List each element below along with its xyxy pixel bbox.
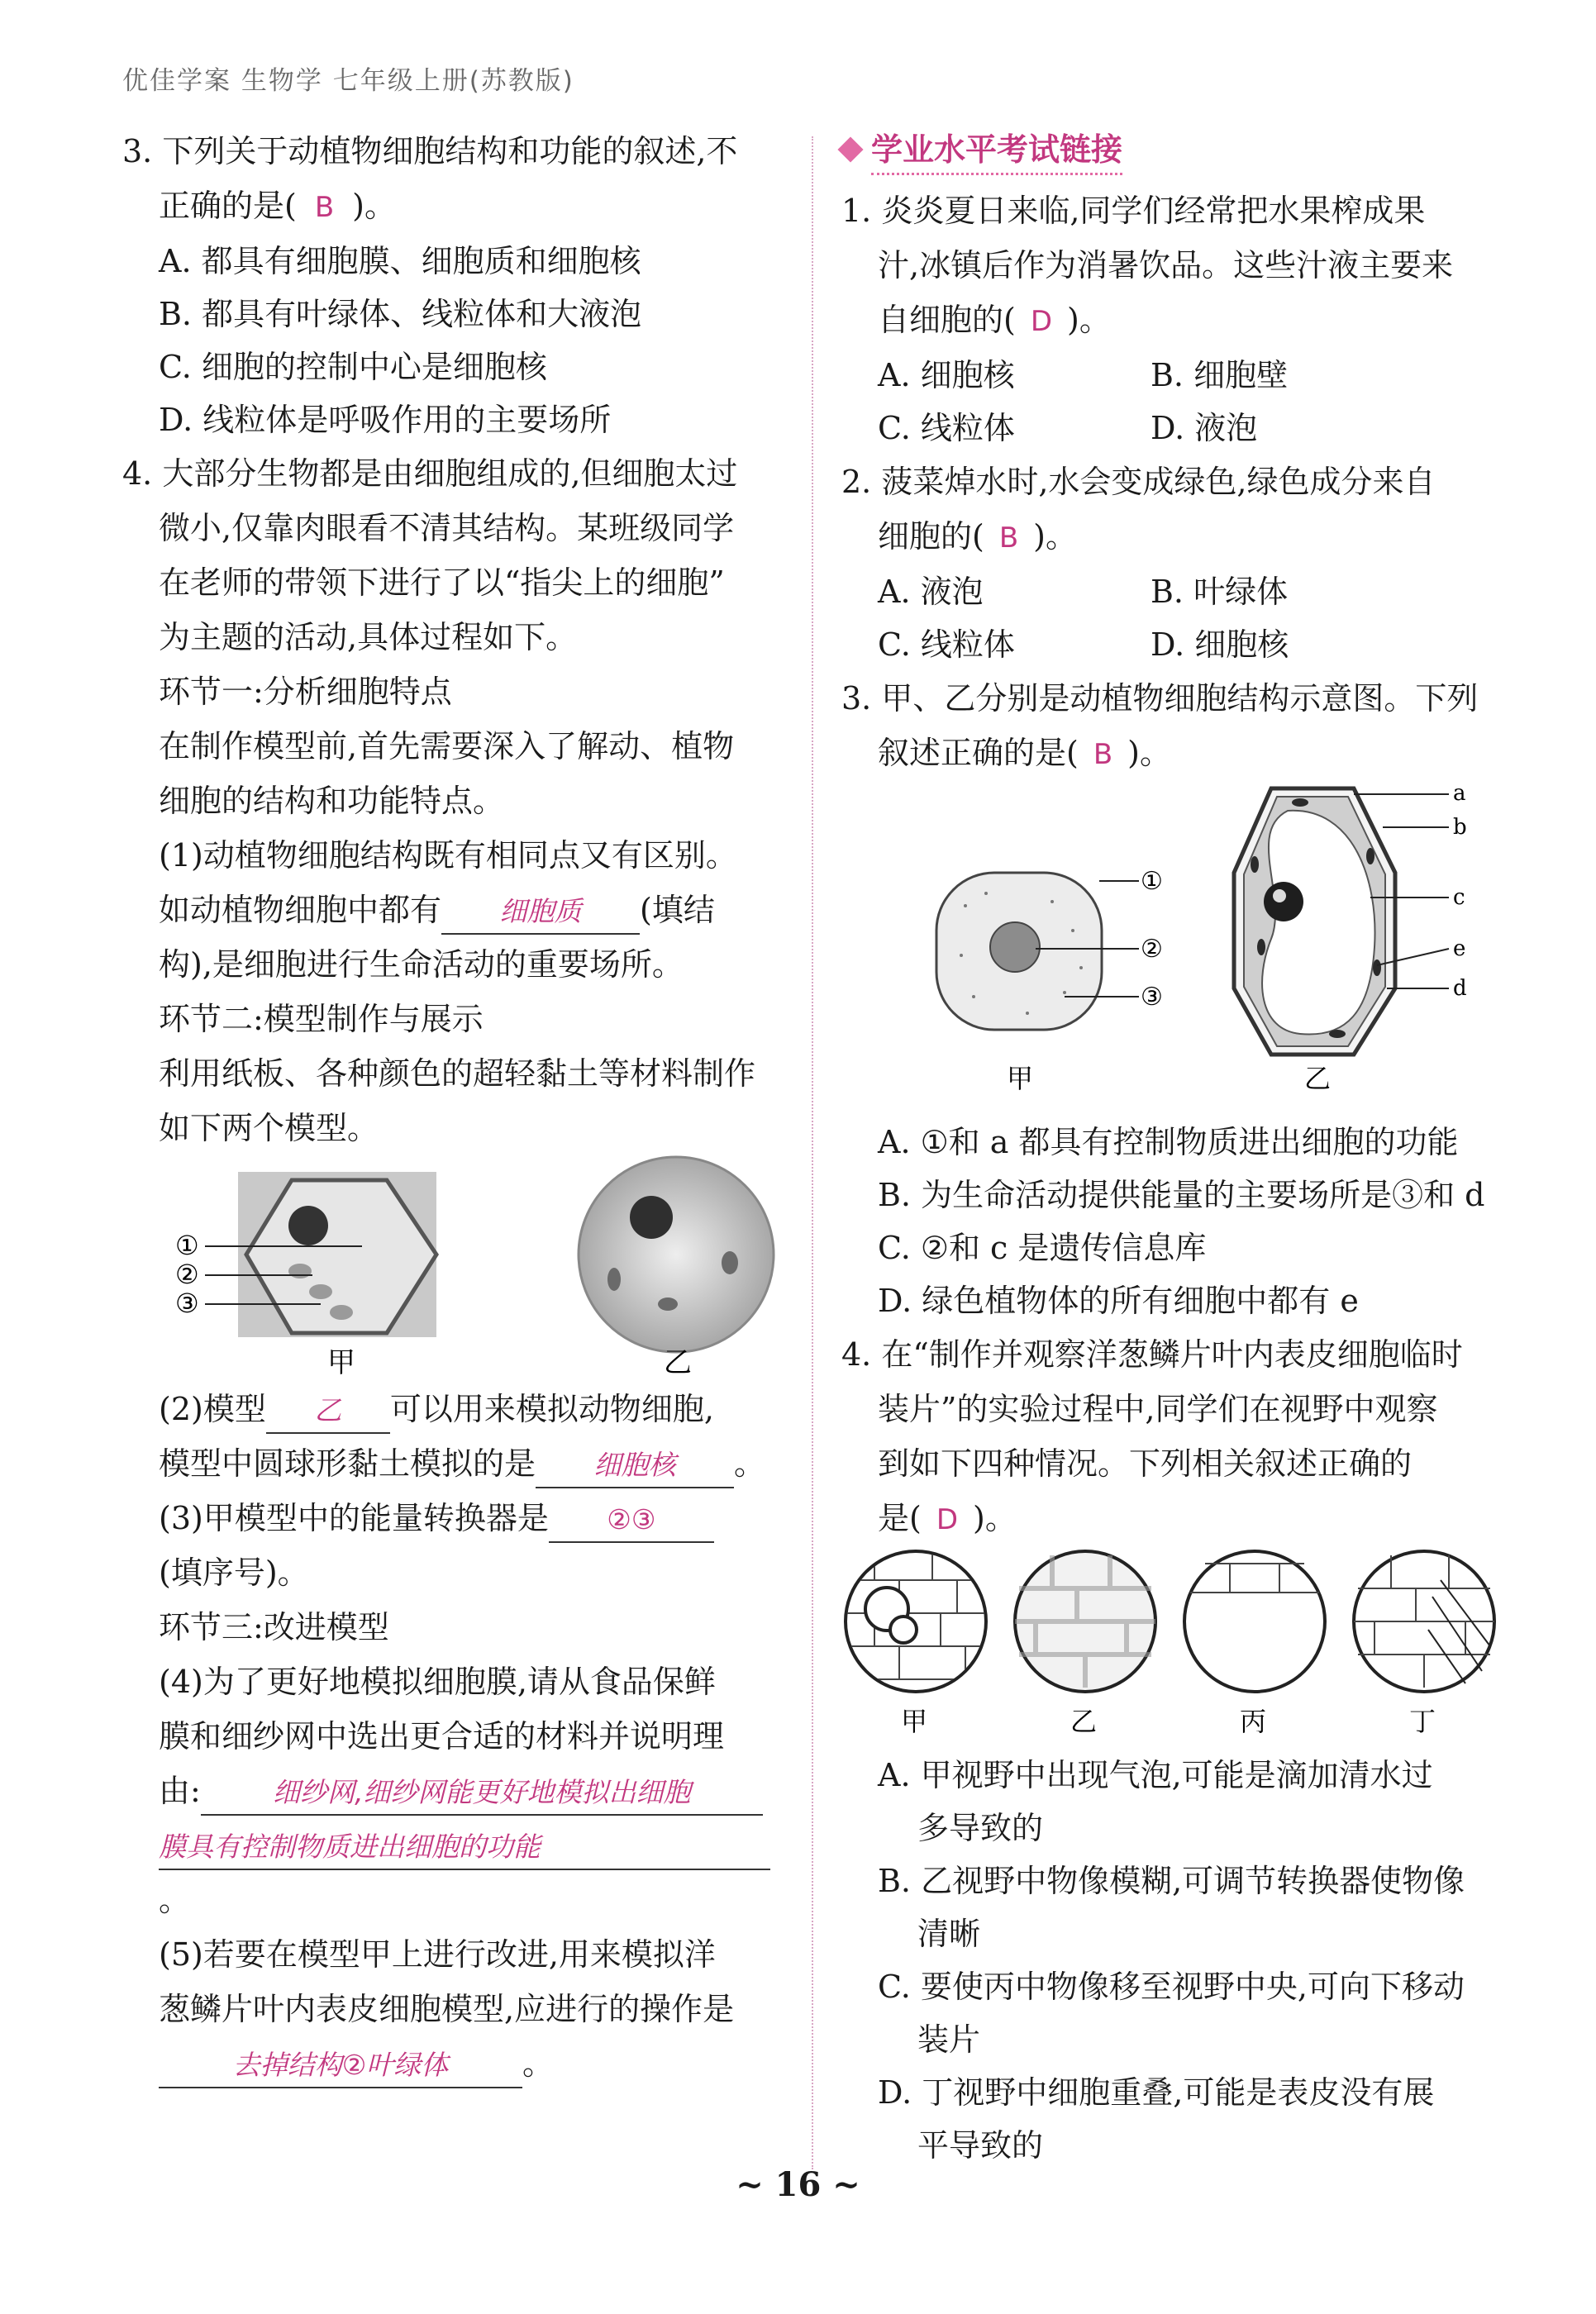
view-jia — [841, 1547, 990, 1737]
q4-step3-title: 环节三:改进模型 — [159, 1609, 389, 1645]
r-q1-line1: 1. 炎炎夏日来临,同学们经常把水果榨成果 — [841, 193, 1426, 229]
view-ding-label: 丁 — [1409, 1706, 1436, 1737]
q4-sub4-line3: 由: 细纱网,细纱网能更好地模拟出细胞 — [122, 1764, 784, 1818]
q4-sub5-answer: 去掉结构②叶绿体 — [159, 2044, 522, 2088]
label-c: c — [1453, 885, 1465, 910]
model-jia-chloroplast — [330, 1305, 353, 1320]
label-1: ① — [1141, 867, 1163, 896]
q4-sub1-line1: (1)动植物细胞结构既有相同点又有区别。 — [159, 837, 737, 874]
animal-cell-label: 甲 — [1007, 1063, 1034, 1094]
view-bing-label: 丙 — [1240, 1706, 1267, 1737]
q4-sub4-answer1: 细纱网,细纱网能更好地模拟出细胞 — [201, 1771, 763, 1816]
q4-sub4-line2: 膜和细纱网中选出更合适的材料并说明理 — [159, 1718, 725, 1755]
plant-cell-label: 乙 — [1304, 1063, 1332, 1094]
q3-stem-line1: 3. 下列关于动植物细胞结构和功能的叙述,不 — [122, 133, 738, 169]
r-q4-option-b-line2: 清晰 — [917, 1916, 981, 1952]
model-jia-label: 甲 — [327, 1346, 355, 1378]
view-yi — [1015, 1551, 1155, 1737]
q3-option-b: B. 都具有叶绿体、线粒体和大液泡 — [159, 296, 642, 332]
q4-sub3-line1: (3)甲模型中的能量转换器是 ②③ — [122, 1491, 784, 1545]
section-header — [841, 124, 1503, 175]
model-label-3: ③ — [175, 1288, 199, 1319]
r-q4-line2: 装片”的实验过程中,同学们在视野中观察 — [878, 1391, 1438, 1427]
q3-option-a: A. 都具有细胞膜、细胞质和细胞核 — [159, 243, 641, 279]
q4-sub4-line1: (4)为了更好地模拟细胞膜,请从食品保鲜 — [159, 1664, 716, 1700]
animal-cell-nucleus — [990, 922, 1040, 972]
q4-step1-text1: 在制作模型前,首先需要深入了解动、植物 — [159, 728, 735, 764]
label-e: e — [1453, 936, 1466, 961]
r-q2-options-row1 — [841, 565, 1503, 618]
right-column — [841, 124, 1503, 2172]
q4-sub5-line2: 葱鳞片叶内表皮细胞模型,应进行的操作是 — [159, 1991, 735, 2027]
view-jia-label: 甲 — [901, 1706, 928, 1737]
q4-sub5-line1: (5)若要在模型甲上进行改进,用来模拟洋 — [159, 1936, 716, 1973]
model-yi-cell — [579, 1157, 774, 1352]
r-q1-option-a: A. 细胞核 — [878, 357, 1015, 393]
r-q3-option-b: B. 为生命活动提供能量的主要场所是③和 d — [878, 1177, 1485, 1213]
cell-diagram-figure — [841, 782, 1503, 1112]
r-q1-line3: 自细胞的( D )。 — [878, 302, 1111, 338]
r-q4-line3: 到如下四种情况。下列相关叙述正确的 — [878, 1445, 1413, 1482]
q4-sub2-line1: (2)模型 乙 可以用来模拟动物细胞, — [122, 1382, 784, 1436]
r-q4-option-c-line1: C. 要使丙中物像移至视野中央,可向下移动 — [878, 1969, 1465, 2005]
view-ding — [1354, 1551, 1494, 1737]
r-q1-answer: D — [1030, 305, 1053, 338]
r-q3-line1: 3. 甲、乙分别是动植物细胞结构示意图。下列 — [841, 680, 1479, 717]
r-q4-option-c-line2: 装片 — [917, 2021, 981, 2058]
r-q2-option-a: A. 液泡 — [878, 574, 984, 610]
r-q1-options-row2 — [841, 402, 1503, 455]
label-b: b — [1453, 815, 1467, 840]
q4-sub2-line2: 模型中圆球形黏土模拟的是 细胞核 。 — [122, 1436, 784, 1491]
model-label-1: ① — [175, 1230, 199, 1261]
r-q4-answer: D — [936, 1503, 959, 1536]
r-q1-option-d: D. 液泡 — [1151, 410, 1258, 446]
model-yi-organelle — [658, 1297, 678, 1311]
q4-sub1-line2: 如动植物细胞中都有 细胞质 (填结 — [122, 883, 784, 937]
header-title: 优佳学案 生物学 七年级上册(苏教版) — [122, 66, 574, 96]
q4-sub3-answer: ②③ — [549, 1498, 714, 1543]
q4-sub3-line2: (填序号)。 — [159, 1555, 309, 1591]
r-q3-line2: 叙述正确的是( B )。 — [878, 735, 1171, 771]
model-jia-nucleus — [288, 1206, 328, 1245]
q4-stem-line3: 在老师的带领下进行了以“指尖上的细胞” — [159, 564, 725, 601]
r-q1-line2: 汁,冰镇后作为消暑饮品。这些汁液主要来 — [878, 247, 1454, 283]
q4-sub1-answer: 细胞质 — [441, 890, 640, 935]
q3-stem-line2: 正确的是( B )。 — [159, 188, 396, 224]
q4-sub2-answer1: 乙 — [266, 1389, 390, 1434]
view-yi-label: 乙 — [1070, 1706, 1098, 1737]
q4-sub4-line4: 膜具有控制物质进出细胞的功能。 — [122, 1818, 784, 1927]
q4-stem-line4: 为主题的活动,具体过程如下。 — [159, 619, 578, 655]
r-q4-option-a-line2: 多导致的 — [917, 1810, 1044, 1846]
r-q2-option-b: B. 叶绿体 — [1151, 574, 1289, 610]
r-q1-option-c: C. 线粒体 — [878, 410, 1015, 446]
r-q1-options-row1 — [841, 349, 1503, 402]
r-q2-line2: 细胞的( B )。 — [878, 518, 1077, 555]
q4-sub4-answer2: 膜具有控制物质进出细胞的功能 — [159, 1826, 770, 1870]
model-label-2: ② — [175, 1259, 199, 1290]
r-q3-option-d: D. 绿色植物体的所有细胞中都有 e — [878, 1283, 1359, 1319]
model-jia-chloroplast — [309, 1284, 332, 1299]
r-q2-options-row2 — [841, 618, 1503, 671]
q3-option-c: C. 细胞的控制中心是细胞核 — [159, 349, 547, 385]
r-q3-answer: B — [1093, 738, 1113, 771]
column-divider — [812, 136, 813, 2169]
clay-model-figure — [122, 1155, 784, 1378]
label-2: ② — [1141, 935, 1163, 964]
model-yi-organelle — [607, 1268, 621, 1291]
q4-step2-title: 环节二:模型制作与展示 — [159, 1001, 484, 1037]
label-d: d — [1453, 976, 1467, 1001]
q4-step1-title: 环节一:分析细胞特点 — [159, 674, 452, 710]
q4-step2-text1: 利用纸板、各种颜色的超轻黏土等材料制作 — [159, 1055, 756, 1092]
model-yi-label: 乙 — [664, 1346, 692, 1378]
q3-option-d: D. 线粒体是呼吸作用的主要场所 — [159, 402, 612, 438]
q3-answer: B — [314, 191, 335, 224]
page-number: ~ 16 ~ — [736, 2165, 860, 2204]
section-marker-icon — [837, 136, 863, 162]
r-q2-line1: 2. 菠菜焯水时,水会变成绿色,绿色成分来自 — [841, 464, 1436, 500]
model-yi-nucleus — [630, 1196, 673, 1239]
q4-sub2-answer2: 细胞核 — [536, 1444, 734, 1488]
q4-step1-text2: 细胞的结构和功能特点。 — [159, 783, 505, 819]
label-3: ③ — [1141, 983, 1163, 1012]
r-q2-option-d: D. 细胞核 — [1151, 626, 1289, 663]
r-q4-line4: 是( D )。 — [878, 1500, 1017, 1536]
label-a: a — [1453, 782, 1466, 806]
r-q1-option-b: B. 细胞壁 — [1151, 357, 1289, 393]
r-q4-option-d-line2: 平导致的 — [917, 2127, 1044, 2164]
q4-sub1-line3: 构),是细胞进行生命活动的重要场所。 — [159, 946, 684, 983]
r-q2-option-c: C. 线粒体 — [878, 626, 1015, 663]
left-column — [122, 124, 784, 2091]
r-q4-option-b-line1: B. 乙视野中物像模糊,可调节转换器使物像 — [878, 1863, 1465, 1899]
plant-cell-nucleus — [1264, 882, 1303, 921]
microscope-views-figure — [841, 1547, 1503, 1745]
r-q4-option-a-line1: A. 甲视野中出现气泡,可能是滴加清水过 — [878, 1757, 1433, 1793]
r-q3-option-a: A. ①和 a 都具有控制物质进出细胞的功能 — [878, 1124, 1459, 1160]
model-jia-chloroplast — [288, 1264, 312, 1278]
q4-stem-line2: 微小,仅靠肉眼看不清其结构。某班级同学 — [159, 510, 735, 546]
r-q2-answer: B — [998, 521, 1019, 555]
section-title: 学业水平考试链接 — [871, 124, 1122, 175]
view-bing — [1184, 1551, 1325, 1737]
r-q4-line1: 4. 在“制作并观察洋葱鳞片叶内表皮细胞临时 — [841, 1336, 1463, 1373]
q4-sub5-line3: 去掉结构②叶绿体 。 — [122, 2036, 784, 2091]
q4-step2-text2: 如下两个模型。 — [159, 1110, 379, 1146]
q4-stem-line1: 4. 大部分生物都是由细胞组成的,但细胞太过 — [122, 455, 738, 492]
r-q3-option-c: C. ②和 c 是遗传信息库 — [878, 1230, 1207, 1266]
model-yi-organelle — [722, 1251, 738, 1274]
r-q4-option-d-line1: D. 丁视野中细胞重叠,可能是表皮没有展 — [878, 2074, 1435, 2111]
